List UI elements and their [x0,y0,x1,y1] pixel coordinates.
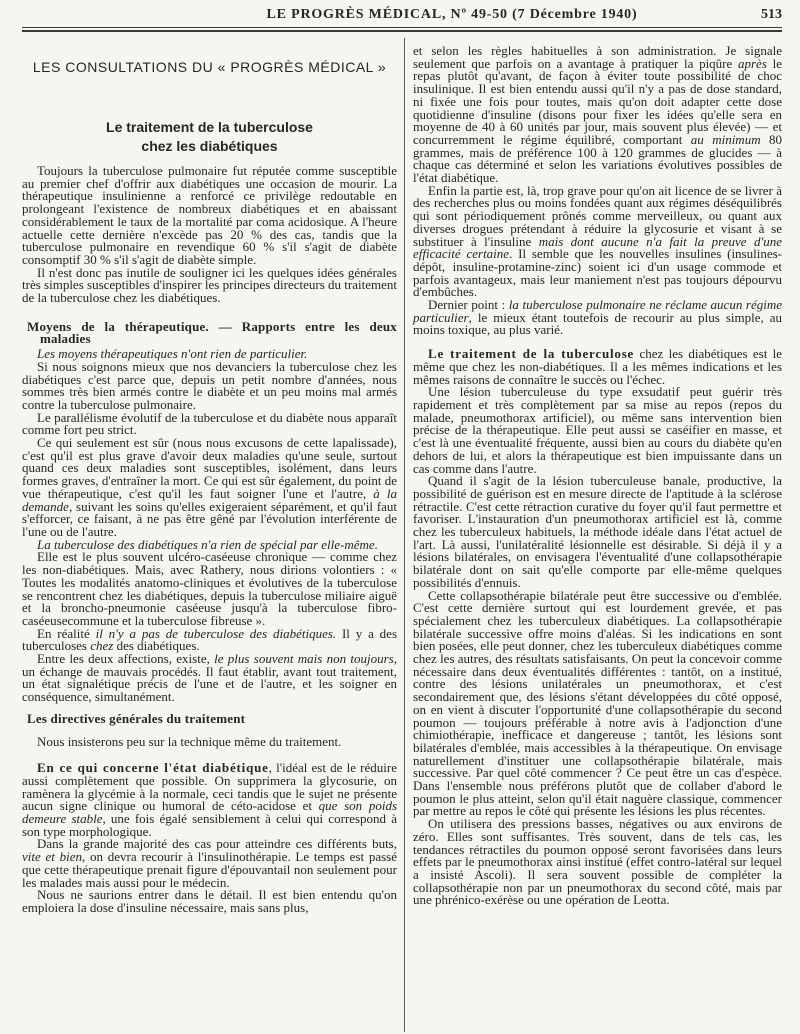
paragraph-text: Cette collapsothérapie bilatérale peut être successive ou d'emblée. C'est cette dernière surtout qui est lourdement grevée, et pas spécialement chez les tuberculeux diabétiques. La collapsothérapie bilatérale successive offre moins d'aléas. Si les indications en sont bien posées, elle peut donner, chez les tuberculeux diabétiques comme chez les autres, des résultats satisfaisants. On peut la concevoir comme nécessaire dans deux éventualités différentes : tantôt, on a institué, contre des lésions unilatérales un pneumothorax, et c'est secondairement que, des lésions s'étant développées du côté opposé, on en vient à discuter l'opportunité d'une collapsothérapie du second poumon — toujours préférable à notre avis à l'adjonction d'une chimiothérapie, inefficace et dangereuse ; tantôt, les lésions sont bilatérales d'emblée, mais accessibles à la thérapeutique. On envisage naturellement d'instituer une collapsothérapie bilatérale, mais successive. Par quel côté commencer ? Ce peut être un cas d'espèce. Dans l'ensemble nous préférons plutôt que de collaber d'abord le poumon le plus atteint, selon qu'il était naguère classique, commencer par mettre au repos le côté qui présente les lésions les plus récentes. [413,587,782,819]
header-rule-thin [22,27,782,28]
paragraph [22,653,397,704]
paragraph [22,358,397,412]
italic-text: que son poids demeure stable [22,798,397,827]
paragraph [413,587,782,819]
paragraph-text: Quand il s'agit de la lésion tuberculeuse banale, productive, la possibilité de guérison est en mesure directe de l'aptitude à la sclérose rétractile. C'est cette rétraction curative du foyer qu'il faut permettre et favoriser. L'instauration d'un pneumothorax artificiel est là, comme chez les tuberculeux habituels, la méthode idéale dans l'état actuel de l'art. Là aussi, l'unilatéralité lésionnelle est désirable. Si déjà il y a lésions bilatérales, on envisagera l'éventualité d'une collapsothérapie bilatérale dont on sait qu'elle comporte par elle-même quelques possibilités d'ennuis. [413,473,782,590]
paragraph [413,348,782,386]
paragraph [413,299,782,337]
paragraph-text: . Il semble que les nouvelles insulines (insulines-dépôt, insuline-protamine-zinc) soient ici d'un usage commode et parfois avantageux, mais leur maniement n'est pas toujours dépourvu d'embûches. [413,246,782,300]
paragraph [413,386,782,475]
bold-run-in: En ce qui concerne l'état diabétique [37,760,269,776]
paragraph-text: Enfin la partie est, là, trop grave pour qu'on ait licence de se livrer à des recherches plus ou moins fondées quant aux régimes déséquilibrés qui sont périodiquement prônés comme merveilleux, ou quant aux diverses drogues prétendant à réduire la glycosurie et visant à se substituer à l'insuline [413,182,782,249]
paragraph [22,889,397,914]
italic-text: mais dont aucune n'a fait la preuve d'une efficacité certaine [413,233,782,262]
article-title-line1: Le traitement de la tuberculose [106,119,313,135]
paragraph-text: Si nous soignons mieux que nos devanciers la tuberculose chez les diabétiques c'est parce que, depuis un petit nombre d'années, nous sommes très bien armés contre le diabète et un peu moins mal armés contre la tuberculose pulmonaire. [22,358,397,412]
paragraph-text: Dernier point : [428,297,509,313]
paragraph-text: Ce qui seulement est sûr (nous nous excusons de cette lapalissade), c'est qu'il est plus grave d'avoir deux maladies qu'une seule, surtout quand ces deux maladies sont susceptibles, isolément, dans leurs formes graves, d'entraîner la mort. Ce qui est sûr également, du point de vue thérapeutique, c'est qu'il les faut soigner l'une et l'autre, [22,435,397,501]
paragraph [22,264,397,306]
paragraph-text: et selon les règles habituelles à son administration. Je signale seulement que parfois on a avantage à pratiquer la piqûre [413,43,782,71]
left-column [22,165,397,915]
paragraph-text: En réalité [37,625,96,641]
paragraph [22,838,397,889]
paragraph-text: Il n'est donc pas inutile de souligner ici les quelques idées générales très simples susceptibles d'inspirer les principes directeurs du traitement de la tuberculose chez les diabétiques. [22,264,397,306]
italic-text: au minimum [690,131,761,147]
section-heading: Les directives générales du traitement [27,710,246,726]
paragraph-text: , l'idéal est de le réduire aussi complètement que possible. On supprimera la glycosurie, on ramènera la glycémie à la normale, ceci tandis que le sujet ne présente aucun signe clinique ou humoral de céto-acidose et [22,760,397,814]
paragraph-text: , suivant les soins qu'elles exigeraient séparément, et qu'il faut s'efforcer, ce faisant, à ne pas être gêné par l'évolution interférente de l'une ou de l'autre. [22,498,397,539]
section-heading: Moyens de la thérapeutique. — Rapports entre les deux maladies [27,318,397,347]
paragraph [22,551,397,627]
paragraph-text: Entre les deux affections, existe, [37,651,215,667]
paragraph [413,475,782,589]
running-head-title: LE PROGRÈS MÉDICAL, Nº 49-50 (7 Décembre 1940) [266,7,638,22]
paragraph-text: Elle est le plus souvent ulcéro-caséeuse chronique — comme chez les non-diabétiques. Mais, avec Rathery, nous dirions volontiers : « Toutes les modalités anatomo-cliniques et évolutives de la tuberculose se rencontrent chez les diabétiques, depuis la tuberculose miliaire aiguë et la broncho-pneumonie caséeuse jusqu'à la tuberculose fibro-caséeusecommune et la tuberculose fibreuse ». [22,549,397,628]
right-column [413,45,782,907]
paragraph-text: chez les diabétiques est le même que chez les non-diabétiques. Il a les mêmes indications et les mêmes raisons de connaître le succès ou l'échec. [413,346,783,387]
paragraph [22,625,397,654]
paragraph-text: , on devra recourir à l'insulinothérapie. Le temps est passé que cette thérapeutique prenait figure d'épouvantail non seulement pour les malades mais aussi pour le médecin. [22,849,398,890]
page-number: 513 [761,7,782,22]
paragraph [413,182,782,300]
paragraph-text: Nous ne saurions entrer dans le détail. Il est bien entendu qu'on emploiera la dose d'insuline nécessaire, mais sans plus, [22,887,397,915]
column-divider [404,38,405,1032]
paragraph-text: des diabétiques. [113,638,200,654]
header-rule-thick [22,30,782,32]
paragraph-text: Le parallélisme évolutif de la tuberculose et du diabète nous apparaît comme fort peu strict. [22,409,397,438]
paragraph [22,165,397,267]
paragraph [22,437,397,539]
italic-text: Les moyens thérapeutiques n'ont rien de particulier. [37,346,308,362]
paragraph-text: 80 grammes, mais de préférence 100 à 120 grammes de glucides — à chaque cas déterminé et selon les variations évolutives possibles de l'état diabétique. [413,131,783,186]
italic-text: le plus souvent mais non toujours [214,651,394,667]
paragraph [22,409,397,438]
italic-text: chez [90,638,114,654]
paragraph [413,45,782,185]
paragraph-text: Une lésion tuberculeuse du type exsudatif peut guérir très rapidement et très complètement par sa mise au repos (repos du malade, pneumothorax artificiel), ou même sans intervention bien précise de la thérapeutique. Elle peut aussi se caséifier en masse, et c'est là une éventualité fréquente, aussi bien au cours du diabète qu'en dehors de lui, et alors la thérapeutique est bien impuissante dans un cas comme dans l'autre. [413,384,782,476]
paragraph-text: On utilisera des pressions basses, négatives ou aux environs de zéro. Elles sont suffisantes. Très souvent, dans de tels cas, les tendances rétractiles du poumon opposé seront favorisées dans leurs effets par le pneumothorax ainsi institué (effet contro-latéral sur lequel a insisté Ascoli). Il sera souvent possible de compléter la collapsothérapie non par un pneumothorax du second côté, mais par une phrénico-exérèse ou une opération de Leotta. [413,816,782,908]
section-title: LES CONSULTATIONS DU « PROGRÈS MÉDICAL » [32,59,387,75]
paragraph [22,733,397,749]
paragraph [413,818,782,907]
italic-text: la tuberculose pulmonaire ne réclame aucun régime particulier [413,297,782,325]
italic-text: vite et bien [22,849,83,865]
paragraph-text: , une fois égalé sensiblement à celui qui correspond à son type morphologique. [22,811,397,839]
italic-text: à la demande [22,485,397,514]
paragraph-text: Dans la grande majorité des cas pour atteindre ces différents buts, [37,836,397,852]
paragraph-text: , le mieux étant toutefois de recourir au plus simple, au moins toxique, au plus varié. [413,309,782,338]
italic-text: La tuberculose des diabétiques n'a rien de spécial par elle-même. [37,536,378,552]
italic-text: il n'y a pas de tuberculose des diabétiques. [95,625,337,641]
bold-run-in: Le traitement de la tuberculose [428,346,635,362]
article-title-line2: chez les diabétiques [141,138,278,154]
paragraph [22,762,397,838]
paragraph-text: le repas plutôt qu'avant, de façon à éviter toute possibilité de choc insulinique. Il est bien entendu aussi qu'il n'y a pas de dose standard, ni fixée une fois pour toutes, mais qu'on doit adapter cette dose quotidienne d'insuline (disons pour fixer les idées qu'elle sera en moyenne de 40 à 60 unités par jour, mais souvent plus élevée) — et concurremment le régime équilibré, comportant [413,55,782,147]
paragraph-text: Il y a des tuberculoses [22,625,397,654]
paragraph-text: , un échange de mauvais procédés. Il faut établir, avant tout traitement, un état signalétique précis de l'une et de l'autre, et les soigner en conséquence, simultanément. [22,651,397,705]
italic-text: après [738,55,767,71]
paragraph-text: Nous insisterons peu sur la technique même du traitement. [37,733,342,749]
paragraph-text: Toujours la tuberculose pulmonaire fut réputée comme susceptible au premier chef d'offrir aux diabétiques une occasion de mourir. La thérapeutique insulinienne a renforcé ce privilège redoutable en prolongeant l'existence de nombreux diabétiques et en abaissant considérablement le taux de la mortalité par coma acidosique. A l'heure actuelle cette dernière n'excède pas 20 % des cas, tandis que la tuberculose pulmonaire en revendique 60 % s'il s'agit de diabète consomptif 30 % s'il s'agit de diabète simple. [22,163,397,267]
